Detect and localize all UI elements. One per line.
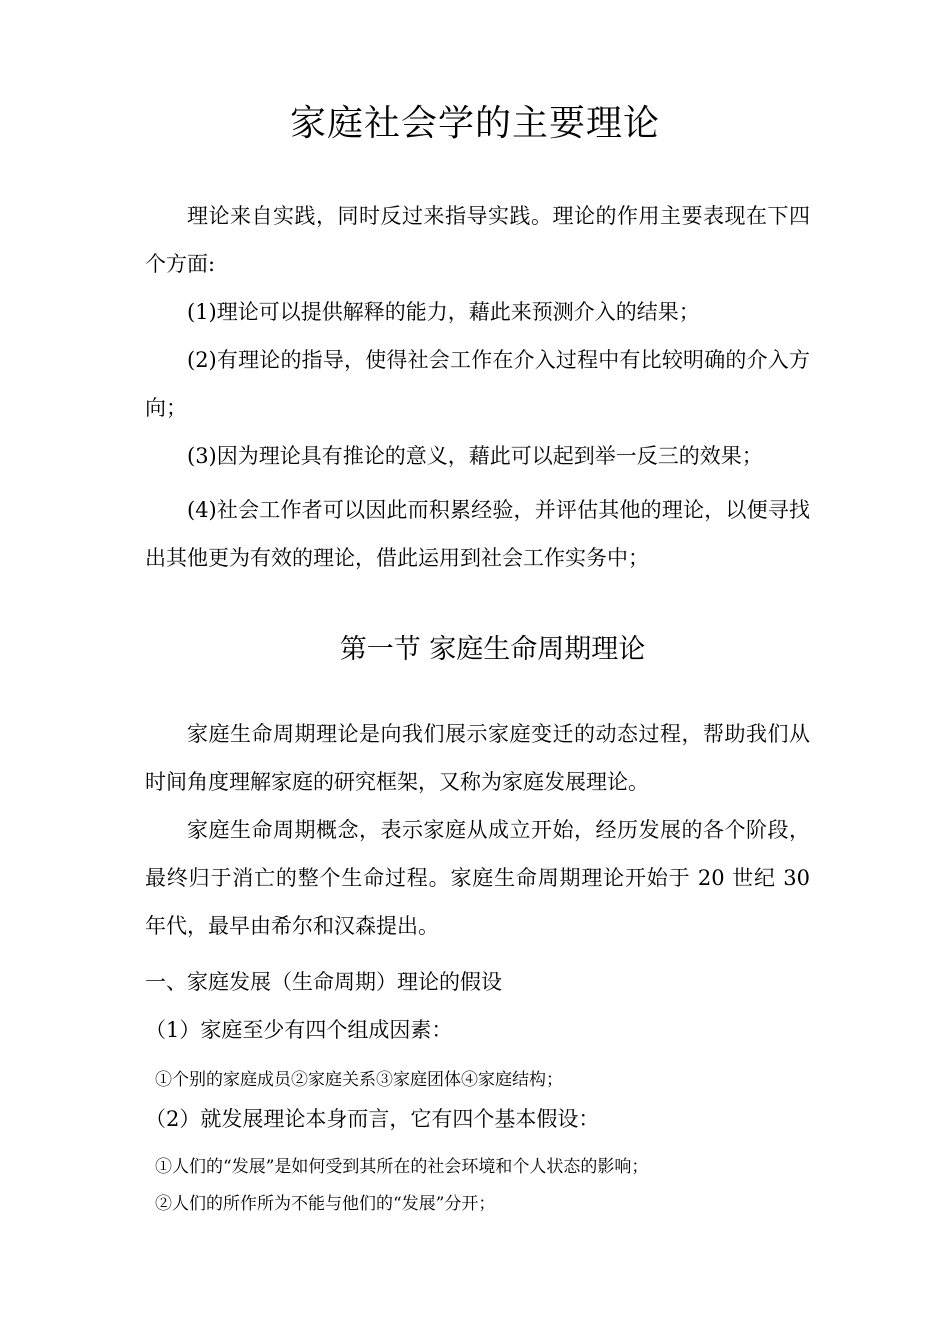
item-2-heading: （2）就发展理论本身而言，它有四个基本假设： [145, 1107, 600, 1131]
document-title: 家庭社会学的主要理论 [289, 103, 660, 144]
section-paragraph-2: 家庭生命周期概念，表示家庭从成立开始，经历发展的各个阶段，最终归于消亡的整个生命过程。家庭生命周期理论开始于 20 世纪 30 年代，最早由希尔和汉森提出。 [145, 818, 810, 938]
item-1-heading: （1）家庭至少有四个组成因素： [145, 1018, 453, 1042]
point-4: (4)社会工作者可以因此而积累经验，并评估其他的理论，以便寻找出其他更为有效的理论，借此运用到社会工作实务中； [145, 498, 810, 570]
item-2-detail-2: ②人们的所作所为不能与他们的“发展”分开； [155, 1194, 496, 1214]
intro-paragraph: 理论来自实践，同时反过来指导实践。理论的作用主要表现在下四个方面: [145, 204, 810, 276]
item-2-detail-1: ①人们的“发展”是如何受到其所在的社会环境和个人状态的影响； [155, 1157, 649, 1177]
section-paragraph-1: 家庭生命周期理论是向我们展示家庭变迁的动态过程，帮助我们从时间角度理解家庭的研究框架，又称为家庭发展理论。 [145, 722, 810, 794]
item-1-detail: ①个别的家庭成员②家庭关系③家庭团体④家庭结构； [155, 1070, 563, 1090]
point-3: (3)因为理论具有推论的意义，藉此可以起到举一反三的效果； [187, 444, 763, 468]
point-1: (1)理论可以提供解释的能力，藉此来预测介入的结果； [187, 300, 700, 324]
point-2: (2)有理论的指导，使得社会工作在介入过程中有比较明确的介入方向； [145, 348, 810, 420]
subheading: 一、家庭发展（生命周期）理论的假设 [145, 970, 502, 994]
section-title: 第一节 家庭生命周期理论 [339, 634, 646, 665]
